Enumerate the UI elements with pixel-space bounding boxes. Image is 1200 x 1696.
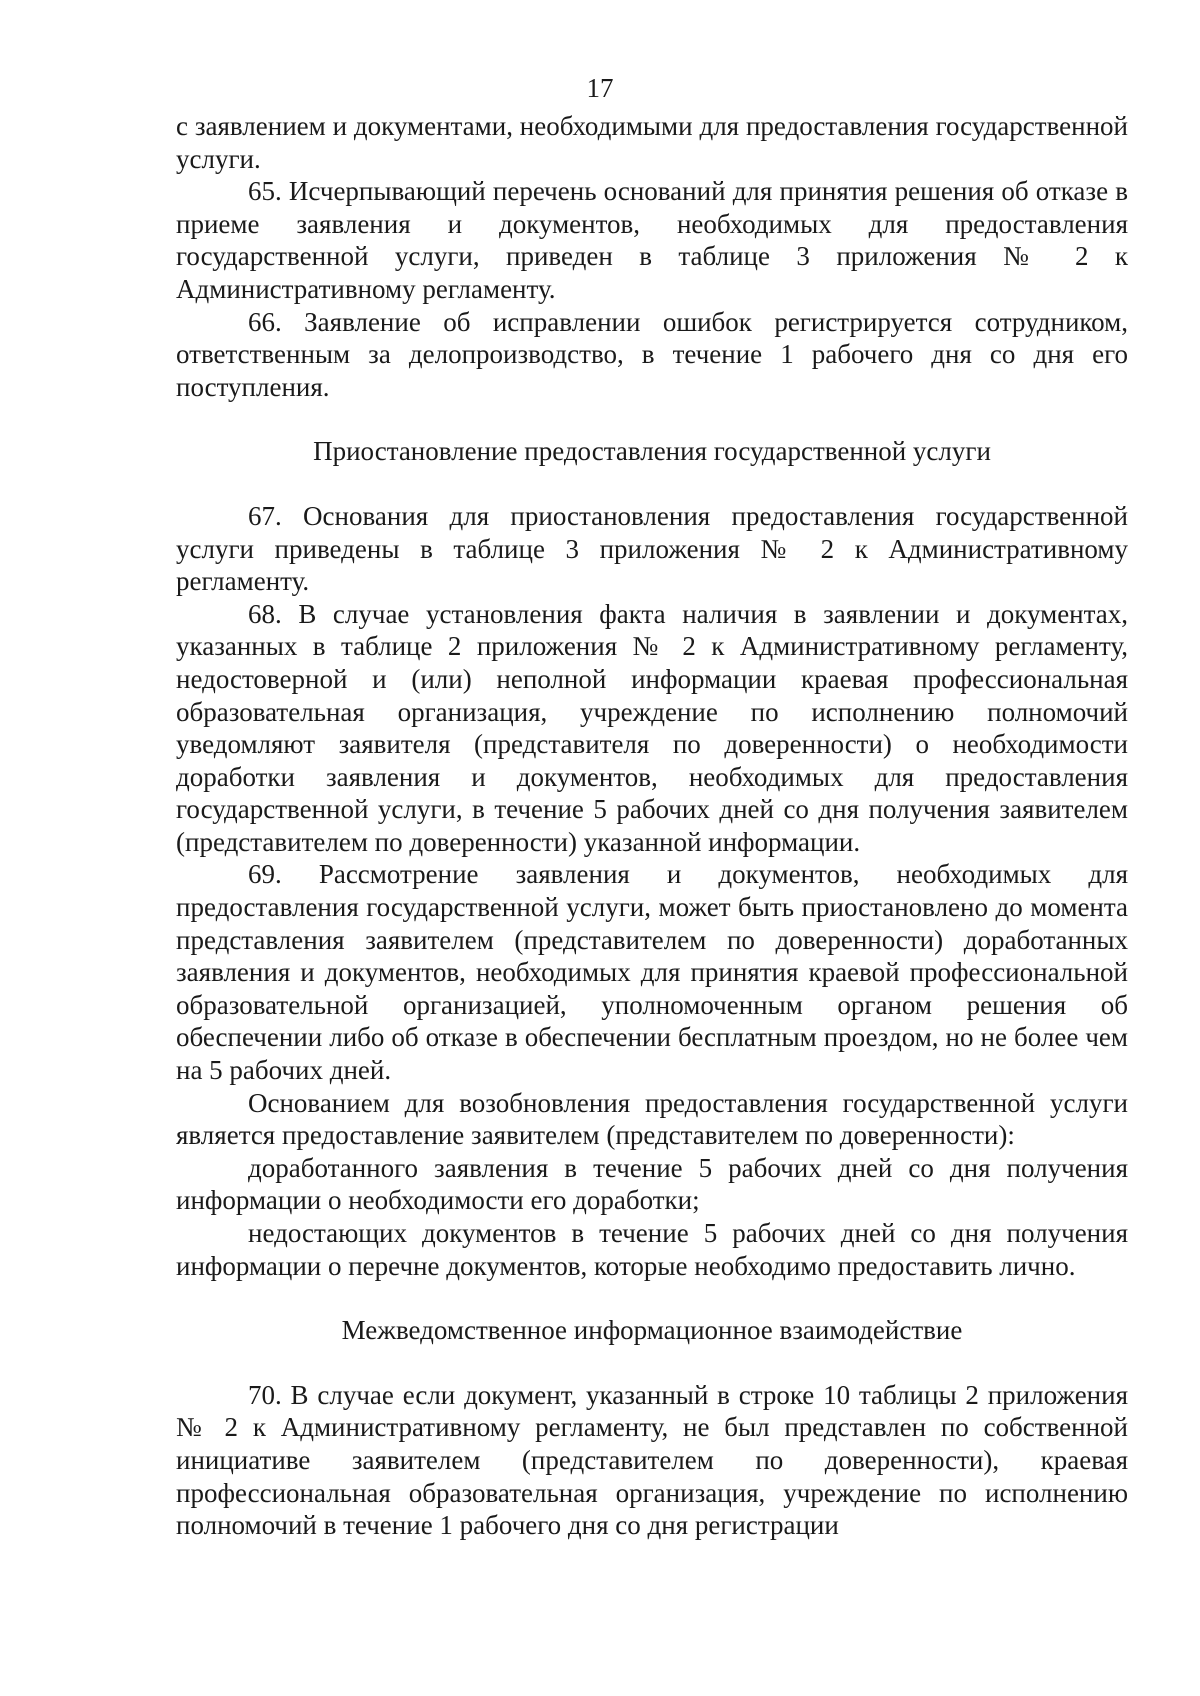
paragraph-66: 66. Заявление об исправлении ошибок регистрируется сотрудником, ответственным за делопроизводство, в течение 1 рабочего дня со дня его поступления.: [176, 306, 1128, 402]
paragraph-70: 70. В случае если документ, указанный в строке 10 таблицы 2 приложения № 2 к Административному регламенту, не был представлен по собственной инициативе заявителем (представителем по доверенности), краевая профессиональная образовательная организация, учреждение по исполнению полномочий в течение 1 рабочего дня со дня регистрации: [176, 1379, 1128, 1541]
document-body: [176, 110, 1128, 1542]
paragraph-69: 69. Рассмотрение заявления и документов, необходимых для предоставления государственной услуги, может быть приостановлено до момента представления заявителем (представителем по доверенности) доработанных заявления и документов, необходимых для принятия краевой профессиональной образовательной организацией, уполномоченным органом решения об обеспечении либо об отказе в обеспечении бесплатным проездом, но не более чем на 5 рабочих дней.: [176, 859, 1128, 1086]
page-number: 17: [586, 73, 614, 103]
section-heading-suspension: Приостановление предоставления государственной услуги: [313, 436, 991, 467]
paragraph-68: 68. В случае установления факта наличия в заявлении и документах, указанных в таблице 2 приложения № 2 к Административному регламенту, недостоверной и (или) неполной информации краевая профессиональная образовательная организация, учреждение по исполнению полномочий уведомляют заявителя (представителя по доверенности) о необходимости доработки заявления и документов, необходимых для предоставления государственной услуги, в течение 5 рабочих дней со дня получения заявителем (представителем по доверенности) указанной информации.: [176, 598, 1128, 857]
paragraph-missing-documents: недостающих документов в течение 5 рабочих дней со дня получения информации о перечне документов, которые необходимо предоставить лично.: [176, 1218, 1128, 1281]
paragraph-revised-application: доработанного заявления в течение 5 рабочих дней со дня получения информации о необходимости его доработки;: [176, 1152, 1128, 1216]
paragraph-65: 65. Исчерпывающий перечень оснований для принятия решения об отказе в приеме заявления и документов, необходимых для предоставления государственной услуги, приведен в таблице 3 приложения № 2 к Административному регламенту.: [176, 176, 1128, 304]
paragraph-resume-grounds: Основанием для возобновления предоставления государственной услуги является предоставление заявителем (представителем по доверенности):: [176, 1087, 1128, 1151]
paragraph-67: 67. Основания для приостановления предоставления государственной услуги приведены в таблице 3 приложения № 2 к Административному регламенту.: [176, 500, 1128, 597]
section-heading-interagency: Межведомственное информационное взаимодействие: [341, 1315, 963, 1346]
paragraph-continuation: с заявлением и документами, необходимыми для предоставления государственной услуги.: [176, 111, 1128, 174]
